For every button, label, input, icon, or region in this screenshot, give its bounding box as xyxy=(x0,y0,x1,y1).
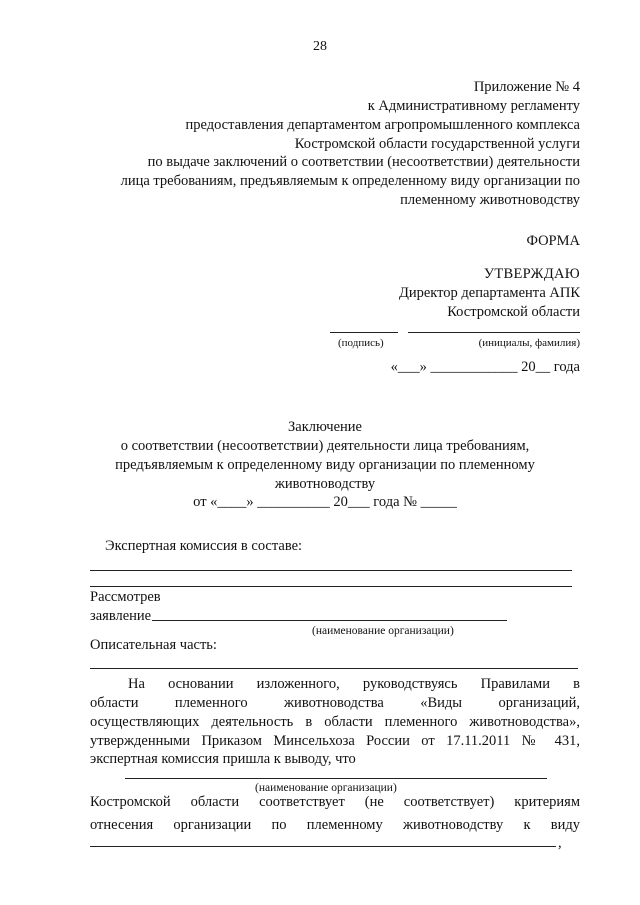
signature-line[interactable] xyxy=(330,332,398,333)
approval-date[interactable]: «___» ____________ 20__ года xyxy=(390,359,580,375)
appendix-header xyxy=(60,78,580,210)
organization-type-line[interactable] xyxy=(90,846,556,847)
expert-line[interactable] xyxy=(90,586,572,587)
body-line: На основании изложенного, руководствуясь Правилами в xyxy=(128,676,580,692)
approval-region: Костромской области xyxy=(447,303,580,320)
conclusion-date[interactable]: от «____» __________ 20___ года № _____ xyxy=(193,494,457,511)
appendix-line: по выдаче заключений о соответствии (несоответствии) деятельности xyxy=(147,154,580,171)
final-text xyxy=(90,793,580,835)
name-caption: (инициалы, фамилия) xyxy=(478,337,580,349)
appendix-line: племенному животноводству xyxy=(400,192,580,209)
organization-name-line[interactable] xyxy=(125,778,547,779)
conclusion-line: животноводству xyxy=(274,475,376,492)
final-line: Костромской области соответствует (не соответствует) критериям xyxy=(90,794,580,810)
approval-title: УТВЕРЖДАЮ xyxy=(483,266,580,282)
application-label: заявление xyxy=(90,607,152,624)
conclusion-title: Заключение xyxy=(288,419,362,435)
body-line: утвержденными Приказом Минсельхоза России от 17.11.2011 № 431, xyxy=(90,732,580,749)
appendix-line: Костромской области государственной услуги xyxy=(294,135,580,152)
considered-label: Рассмотрев xyxy=(90,589,161,605)
descriptive-part-label: Описательная часть: xyxy=(90,637,217,653)
considered-block xyxy=(90,588,161,626)
form-label: ФОРМА xyxy=(526,233,580,249)
appendix-line: к Административному регламенту xyxy=(367,97,580,114)
signature-caption: (подпись) xyxy=(338,337,384,349)
page-number: 28 xyxy=(313,39,327,54)
descriptive-line[interactable] xyxy=(90,668,578,669)
organization-caption: (наименование организации) xyxy=(312,625,454,637)
appendix-line: лица требованиям, предъявляемым к определенному виду организации по xyxy=(120,173,580,190)
appendix-line: Приложение № 4 xyxy=(473,79,580,95)
body-line: области племенного животноводства «Виды организаций, xyxy=(90,694,580,711)
appendix-line: предоставления департаментом агропромышленного комплекса xyxy=(185,116,580,133)
approval-block xyxy=(399,265,580,322)
body-line: экспертная комиссия пришла к выводу, что xyxy=(90,751,356,768)
organization-name-caption: (наименование организации) xyxy=(255,782,397,794)
conclusion-line: предъявляемым к определенному виду организации по племенному xyxy=(115,456,535,473)
conclusion-body xyxy=(90,675,580,769)
signature-row xyxy=(330,318,580,348)
final-line: отнесения организации по племенному животноводству к виду xyxy=(90,816,580,833)
organization-line[interactable] xyxy=(152,620,507,621)
approval-position: Директор департамента АПК xyxy=(398,284,580,301)
conclusion-line: о соответствии (несоответствии) деятельности лица требованиям, xyxy=(120,437,530,454)
expert-line[interactable] xyxy=(90,570,572,571)
body-line: осуществляющих деятельность в области племенного животноводства», xyxy=(90,713,580,730)
expert-commission-label: Экспертная комиссия в составе: xyxy=(105,538,303,554)
name-line[interactable] xyxy=(408,332,580,333)
conclusion-heading xyxy=(90,418,560,512)
end-comma: , xyxy=(558,835,562,851)
